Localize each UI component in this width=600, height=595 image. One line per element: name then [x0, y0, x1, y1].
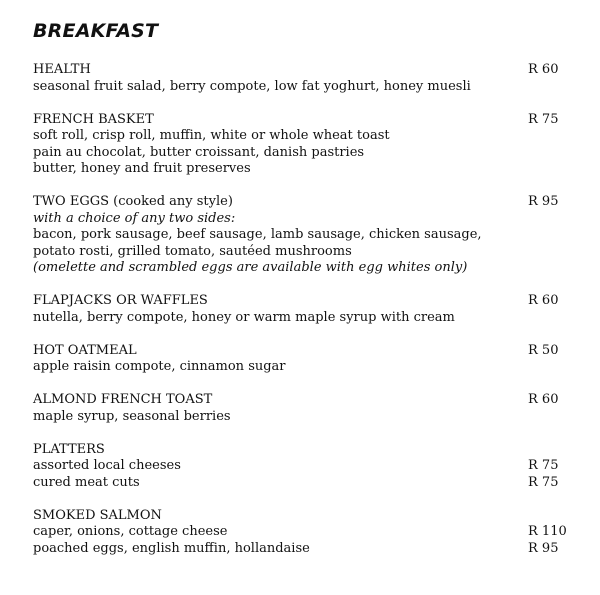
menu-item-text: ALMOND FRENCH TOAST — [33, 392, 213, 407]
menu-title: BREAKFAST — [33, 20, 159, 42]
menu-item-line — [33, 244, 568, 261]
menu-item-price: R 60 — [528, 392, 559, 407]
menu-item-price: R 50 — [528, 342, 559, 358]
menu-item-text: HOT OATMEAL — [33, 342, 137, 358]
menu-item-heading — [33, 293, 568, 310]
menu-item-text: pain au chocolat, butter croissant, danish pastries — [33, 144, 365, 160]
menu-section — [33, 343, 568, 376]
menu-item-line — [33, 79, 568, 96]
menu-item-line — [33, 541, 568, 558]
menu-item-heading — [33, 343, 568, 360]
menu-item-heading — [33, 508, 568, 525]
menu-list — [33, 62, 568, 574]
menu-item-heading — [33, 112, 568, 129]
menu-item-line — [33, 475, 568, 492]
menu-item-text: soft roll, crisp roll, muffin, white or whole wheat toast — [33, 128, 390, 143]
menu-item-text: FLAPJACKS OR WAFFLES — [33, 293, 208, 308]
menu-item-text: FRENCH BASKET — [33, 111, 154, 127]
menu-item-text: butter, honey and fruit preserves — [33, 161, 251, 176]
menu-item-line — [33, 211, 568, 228]
menu-item-price: R 60 — [528, 293, 559, 308]
menu-section — [33, 508, 568, 558]
menu-item-text: seasonal fruit salad, berry compote, low fat yoghurt, honey muesli — [33, 78, 471, 94]
menu-section — [33, 392, 568, 425]
menu-item-text: potato rosti, grilled tomato, sautéed mushrooms — [33, 243, 352, 259]
menu-item-text: assorted local cheeses — [33, 458, 181, 473]
menu-item-text: maple syrup, seasonal berries — [33, 408, 231, 424]
menu-item-line — [33, 359, 568, 376]
menu-item-line — [33, 458, 568, 475]
menu-item-heading — [33, 194, 568, 211]
menu-item-text: poached eggs, english muffin, hollandaise — [33, 540, 310, 556]
menu-item-text: cured meat cuts — [33, 474, 140, 490]
menu-item-text: TWO EGGS (cooked any style) — [33, 194, 233, 209]
menu-item-line — [33, 524, 568, 541]
menu-item-heading — [33, 392, 568, 409]
menu-item-text: PLATTERS — [33, 441, 105, 457]
menu-section — [33, 62, 568, 95]
menu-item-line — [33, 260, 568, 277]
menu-section — [33, 293, 568, 326]
menu-item-line — [33, 310, 568, 327]
menu-item-text: with a choice of any two sides: — [33, 210, 236, 226]
menu-item-line — [33, 145, 568, 162]
menu-item-price: R 95 — [528, 194, 559, 209]
menu-item-price: R 75 — [528, 111, 559, 127]
menu-item-price: R 75 — [528, 458, 559, 473]
menu-item-text: apple raisin compote, cinnamon sugar — [33, 359, 286, 374]
menu-item-text: caper, onions, cottage cheese — [33, 524, 228, 539]
menu-item-text: bacon, pork sausage, beef sausage, lamb sausage, chicken sausage, — [33, 227, 482, 242]
menu-section — [33, 442, 568, 492]
menu-item-price: R 110 — [528, 524, 567, 539]
menu-item-text: nutella, berry compote, honey or warm maple syrup with cream — [33, 309, 455, 325]
menu-item-line — [33, 409, 568, 426]
menu-item-line — [33, 161, 568, 178]
menu-item-text: HEALTH — [33, 62, 91, 77]
menu-section — [33, 112, 568, 178]
menu-item-price: R 60 — [528, 62, 559, 77]
menu-item-heading — [33, 62, 568, 79]
menu-section — [33, 194, 568, 277]
menu-item-heading — [33, 442, 568, 459]
menu-item-price: R 95 — [528, 540, 559, 556]
menu-item-text: (omelette and scrambled eggs are available with egg whites only) — [33, 260, 468, 275]
menu-item-text: SMOKED SALMON — [33, 507, 162, 523]
menu-item-line — [33, 227, 568, 244]
menu-item-line — [33, 128, 568, 145]
menu-item-price: R 75 — [528, 474, 559, 490]
